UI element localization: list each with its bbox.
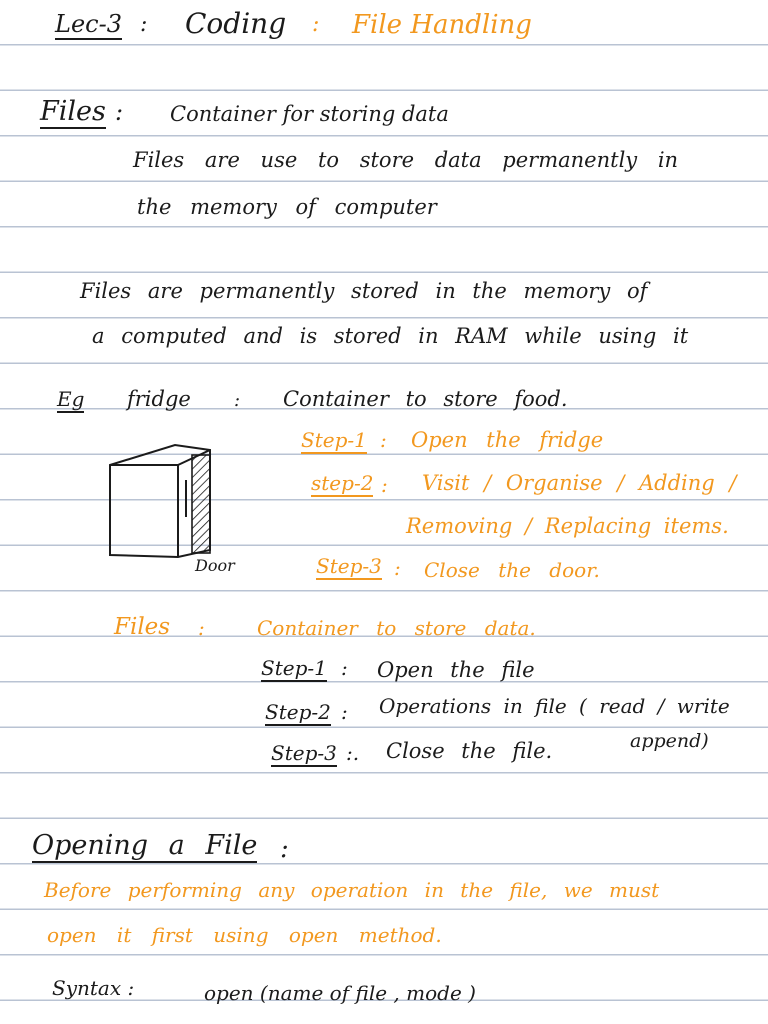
fridge-step-2-label: step-2: [311, 471, 374, 495]
example-label: Eg: [57, 387, 85, 411]
file-step-2-text: Operations in file ( read / write: [379, 694, 730, 718]
opening-file-title: Opening a File: [32, 830, 258, 861]
syntax-code: open (name of file , mode ): [204, 981, 476, 1005]
topic-title: File Handling: [352, 10, 532, 40]
subject-title: Coding: [185, 7, 287, 40]
fridge-step-3-text: Close the door.: [424, 558, 600, 582]
note-line-2: a computed and is stored in RAM while using it: [92, 324, 689, 348]
fridge-step-2-continued: Removing / Replacing items.: [406, 514, 729, 538]
header-colon-2: :: [312, 12, 320, 37]
files-heading: Files: [40, 96, 106, 127]
header-colon: :: [140, 12, 148, 37]
fridge-step-3-sep: :: [394, 556, 401, 580]
fridge-step-2-sep: :: [381, 473, 388, 497]
fridge-step-1-text: Open the fridge: [411, 428, 604, 452]
files-desc-line-1: Files are use to store data permanently in: [133, 148, 679, 172]
file-step-3-text: Close the file.: [386, 739, 553, 763]
file-step-2-sep: :: [341, 700, 348, 724]
file-step-3-sep: :.: [346, 741, 360, 765]
files-definition: Container for storing data: [170, 102, 449, 126]
example-fridge: fridge: [127, 387, 191, 411]
door-label: Door: [195, 556, 235, 575]
fridge-sketch: [100, 425, 230, 565]
fridge-step-1-sep: :: [380, 428, 387, 452]
files-heading-colon: :: [115, 98, 124, 126]
opening-line-2: open it first using open method.: [47, 923, 442, 947]
fridge-step-1-label: Step-1: [301, 428, 367, 452]
file-step-2-continued: append): [630, 730, 709, 752]
files-desc-line-2: the memory of computer: [137, 195, 437, 219]
files-steps-colon: :: [198, 616, 205, 640]
fridge-step-3-label: Step-3: [316, 554, 382, 578]
files-steps-description: Container to store data.: [257, 616, 536, 640]
lecture-number: Lec-3: [55, 10, 122, 38]
file-step-1-text: Open the file: [377, 658, 535, 682]
opening-line-1: Before performing any operation in the file, we must: [44, 878, 660, 902]
file-step-2-label: Step-2: [265, 700, 331, 724]
example-colon: :: [234, 390, 241, 411]
file-step-3-label: Step-3: [271, 741, 337, 765]
file-step-1-sep: :: [341, 656, 348, 680]
opening-file-colon: :: [280, 834, 289, 864]
syntax-label: Syntax :: [52, 976, 135, 1000]
fridge-step-2-text: Visit / Organise / Adding /: [422, 471, 737, 495]
example-description: Container to store food.: [283, 387, 568, 411]
file-step-1-label: Step-1: [261, 656, 327, 680]
note-line-1: Files are permanently stored in the memory of: [80, 279, 648, 303]
files-steps-heading: Files: [114, 614, 171, 640]
